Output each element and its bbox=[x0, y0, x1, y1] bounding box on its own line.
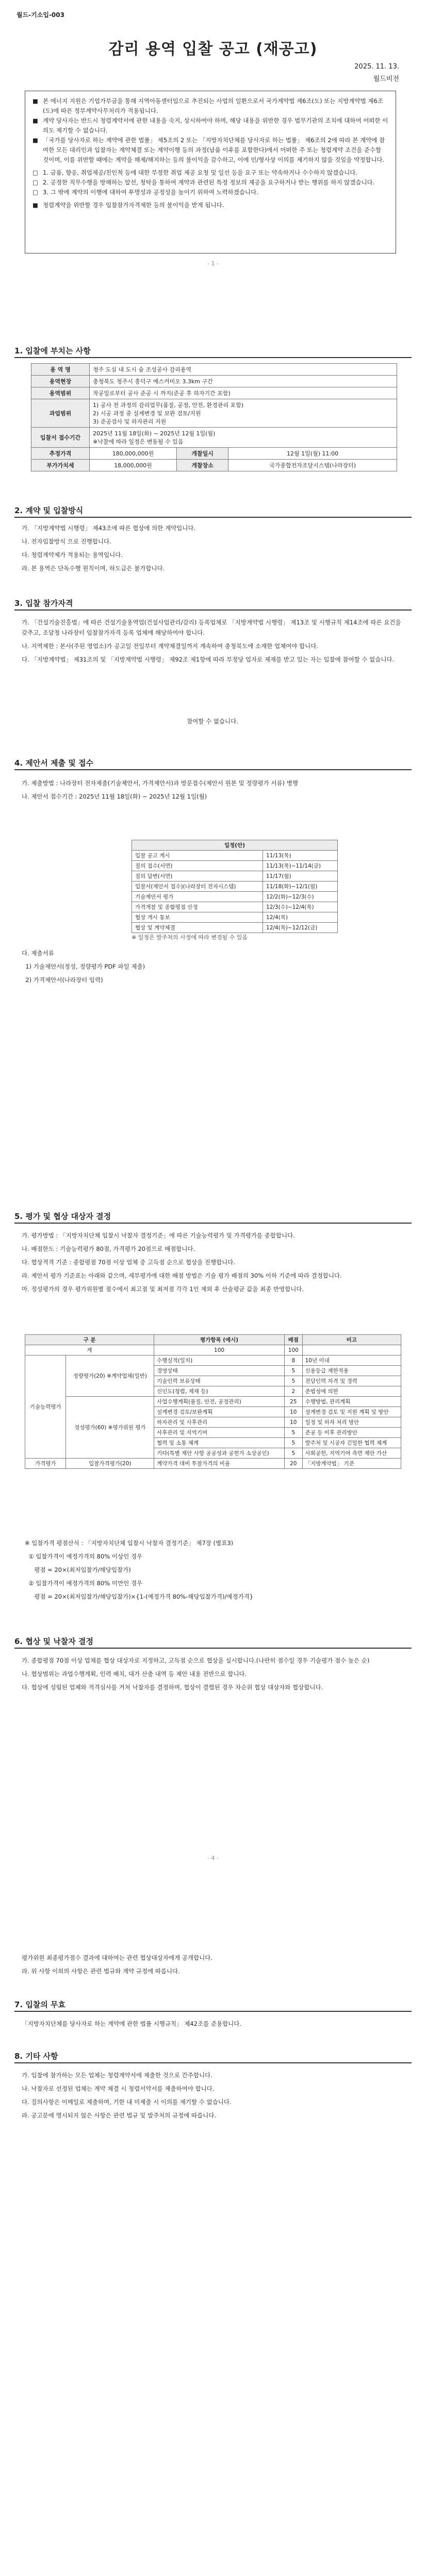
table-row bbox=[25, 1459, 401, 1469]
notice-text: 「국가를 당사자로 하는 계약에 관한 법률」 제5조의 2 또는 「지방자치단체를 당사자로 하는 법률」 제6조의 2에 따라 본 계약에 참여한 모든 대리인과 입찰자는 계약체결 또는 계약이행 등의 과정(납품 이후를 포함한다)에서 어떠한 주 또는 청렴계약 조건을 준수할 것이며, 이를 위반할 때에는 계약을 해제/해지하는 등의 불이익을 감수하고, 이에 민/형사상 이의를 제기하지 않을 것임을 약정합니다. bbox=[43, 137, 385, 163]
table-cell: 5 bbox=[284, 1366, 302, 1376]
schedule-date: 11/13(목)~11/14(금) bbox=[263, 861, 338, 871]
task-scope: 1) 공사 전 과정의 감리업무(품질, 공정, 안전, 환경관리 포함) 2) 시공 과정 중 설계변경 및 보완 검토/지원 3) 준공검사 및 하자관리 지원 bbox=[90, 399, 397, 428]
table-cell: 경영상태 bbox=[154, 1366, 285, 1376]
table-cell: 기술인력 보유상태 bbox=[154, 1376, 285, 1386]
label: 과업범위 bbox=[31, 399, 90, 428]
bid-info-table bbox=[31, 363, 397, 471]
section-8-heading: 8. 기타 사항 bbox=[14, 2052, 58, 2061]
bullet-icon: ■ bbox=[32, 117, 38, 124]
schedule-item: 입찰서(제안서 접수)(나라장터 전자시스템) bbox=[132, 882, 263, 892]
table-cell: 「지방계약법」 기준 bbox=[302, 1459, 401, 1469]
document-date: 2025. 11. 13. bbox=[354, 63, 399, 71]
table-cell: 기술능력평가 bbox=[25, 1355, 66, 1459]
table-row bbox=[132, 923, 338, 933]
table-row bbox=[132, 882, 338, 892]
contract-method-text bbox=[22, 523, 403, 577]
table-cell: 전담인력 자격 및 경력 bbox=[302, 1376, 401, 1386]
negotiation-text bbox=[22, 1655, 403, 1696]
paragraph: 나. 지역제한 : 본사(주된 영업소)가 공고일 전일부터 계약체결일까지 계속하여 충청북도에 소재한 업체여야 합니다. bbox=[22, 642, 319, 650]
section-2-heading: 2. 계약 및 입찰방식 bbox=[14, 506, 84, 515]
vat-amount: 18,000,000원 bbox=[90, 460, 177, 471]
table-cell: 설계변경 검토/보완계획 bbox=[154, 1407, 285, 1417]
table-cell: 기타(특별 제안 사항 공공성과 공헌가 소상공인) bbox=[154, 1448, 285, 1459]
table-cell: 8 bbox=[284, 1355, 302, 1366]
table-cell: 5 bbox=[284, 1376, 302, 1386]
label: 용역현장 bbox=[31, 376, 90, 387]
paragraph: 다. 청렴계약제가 적용되는 용역입니다. bbox=[22, 551, 123, 558]
label: 입찰서 접수기간 bbox=[31, 428, 90, 448]
section-divider bbox=[14, 609, 412, 611]
paragraph: 가. 「건설기술진흥법」에 따른 건설기술용역업(건설사업관리/감리) 등록업체로 「지방계약법 시행령」 제13조 및 시행규칙 제14조에 따른 요건을 갖추고, 조달청 나라장터 입찰참가자격 등록 업체에 해당하여야 합니다. bbox=[22, 619, 403, 636]
table-cell: 20 bbox=[284, 1459, 302, 1469]
paragraph: 나. 전자입찰방식 으로 진행합니다. bbox=[22, 538, 111, 545]
notice-item bbox=[32, 168, 388, 178]
section-divider bbox=[14, 1223, 412, 1224]
table-cell: 입찰가격평가(20) bbox=[66, 1459, 154, 1469]
schedule-header: 일정(안) bbox=[132, 840, 338, 851]
table-header: 구 분 bbox=[25, 1335, 154, 1345]
project-location: 충청북도 청주시 흥덕구 예스커미오 3.3km 구간 bbox=[90, 376, 397, 387]
schedule-note: ※ 일정은 발주처의 사정에 따라 변경될 수 있음 bbox=[132, 934, 248, 941]
table-header: 배점 bbox=[284, 1335, 302, 1345]
total-cell: 100 bbox=[154, 1345, 285, 1355]
table-cell: 10 bbox=[284, 1407, 302, 1417]
schedule-date: 11/18(화)~12/1(월) bbox=[263, 882, 338, 892]
table-cell: 가격평가 bbox=[25, 1459, 66, 1469]
paragraph: 다. 질의사항은 이메일로 제출하며, 기한 내 미제출 시 이의를 제기할 수 없습니다. bbox=[22, 2098, 232, 2106]
paragraph: 2) 가격제안서(나라장터 입력) bbox=[22, 976, 103, 984]
opening-place: 국가종합전자조달시스템(나라장터) bbox=[228, 460, 397, 471]
paragraph: 나. 협상범위는 과업수행계획, 인력 배치, 대가 산출 내역 등 제안 내용 전반으로 합니다. bbox=[22, 1670, 247, 1677]
table-cell: 사업수행계획(품질, 안전, 공정관리) bbox=[154, 1397, 285, 1407]
paragraph: 평가위원 최종평가점수 결과에 대하여는 관련 협상대상자에게 공개합니다. bbox=[22, 1954, 212, 1961]
label: 용 역 명 bbox=[31, 364, 90, 376]
table-cell: 신용등급 제한적용 bbox=[302, 1366, 401, 1376]
section-divider bbox=[14, 357, 412, 358]
notice-text: 청렴계약을 위반할 경우 입찰참가자격제한 등의 불이익을 받게 됩니다. bbox=[43, 201, 224, 209]
label: 개찰일시 bbox=[177, 448, 228, 460]
notice-item bbox=[32, 178, 388, 188]
eligibility-note: 참여할 수 없습니다. bbox=[187, 718, 238, 725]
total-cell: 100 bbox=[284, 1345, 302, 1355]
notice-item bbox=[32, 116, 388, 135]
table-cell: 10년 이내 bbox=[302, 1355, 401, 1366]
schedule-item: 기술제안서 평가 bbox=[132, 892, 263, 902]
notice-text: 계약 당사자는 반드시 청렴계약서에 관한 내용을 숙지, 상시하여야 하며, 해당 내용을 위반한 경우 법무기관의 조치에 대하여 어떠한 이의도 제기할 수 없습니다. bbox=[43, 117, 388, 134]
schedule-item: 협상 및 계약체결 bbox=[132, 923, 263, 933]
section-4-heading: 4. 제안서 제출 및 접수 bbox=[14, 758, 93, 768]
section-5-heading: 5. 평가 및 협상 대상자 결정 bbox=[14, 1212, 111, 1221]
table-cell: 10 bbox=[284, 1417, 302, 1428]
table-cell: 사후관리 및 지역기여 bbox=[154, 1428, 285, 1438]
total-cell: 계 bbox=[25, 1345, 154, 1355]
section-7-heading: 7. 입찰의 무효 bbox=[14, 2000, 66, 2009]
paragraph: 나. 낙찰자로 선정된 업체는 계약 체결 시 청렴서약서를 제출하여야 합니다. bbox=[22, 2085, 215, 2092]
table-header: 평가항목 (예시) bbox=[154, 1335, 285, 1345]
schedule-date: 12/4(목)~12/12(금) bbox=[263, 923, 338, 933]
table-cell: 25 bbox=[284, 1397, 302, 1407]
section-6-heading: 6. 협상 및 낙찰자 결정 bbox=[14, 1637, 93, 1646]
paragraph: 라. 공고문에 명시되지 않은 사항은 관련 법규 및 발주처의 규정에 따릅니다. bbox=[22, 2112, 217, 2119]
section-divider bbox=[14, 1648, 412, 1649]
table-row bbox=[25, 1397, 401, 1407]
paragraph: 다. 「지방계약법」 제31조의 및 「지방계약법 시행령」 제92조 제1항에 따라 부정당 업자로 제재를 받고 있는 자는 입찰에 참여할 수 없습니다. bbox=[22, 656, 395, 663]
table-cell: 수행실적(일치) bbox=[154, 1355, 285, 1366]
price-formula-notes bbox=[25, 1538, 401, 1605]
paragraph: 마. 정성평가의 경우 평가위원별 점수에서 최고점 및 최저점 각각 1인 제외 후 산술평균 값을 최종 반영합니다. bbox=[22, 1285, 304, 1293]
schedule-item: 협상 개시 통보 bbox=[132, 912, 263, 923]
table-cell: 일정 및 하자 처리 방안 bbox=[302, 1417, 401, 1428]
paragraph: 나. 제안서 접수기간 : 2025년 11월 18일(화) ~ 2025년 12월 1일(월) bbox=[22, 793, 207, 800]
notice-text: 1. 금품, 향응, 취업제공/친인척 등에 대한 부정한 취업 제공 요청 및 일선 등을 요구 또는 약속하거나 수수하지 않겠습니다. bbox=[43, 169, 358, 176]
paragraph: 라. 본 용역은 단독수행 원칙이며, 하도급은 불가합니다. bbox=[22, 565, 165, 572]
table-cell: 2 bbox=[284, 1386, 302, 1397]
label: 용역범위 bbox=[31, 387, 90, 399]
section-divider bbox=[14, 769, 412, 770]
document-code: 월드-기소입-003 bbox=[17, 11, 64, 19]
schedule-table bbox=[132, 840, 338, 933]
table-row bbox=[132, 902, 338, 912]
table-cell: 수행방법, 관리계획 bbox=[302, 1397, 401, 1407]
paragraph: 1) 기술제안서(정성, 정량평가 PDF 파일 제출) bbox=[22, 963, 145, 970]
section-divider bbox=[14, 2062, 412, 2063]
paragraph: 가. 제출방법 : 나라장터 전자제출(기술제안서, 가격제안서)과 방문접수(제안서 원본 및 정량평가 서류) 병행 bbox=[22, 779, 298, 787]
label: 부가가치세 bbox=[31, 460, 90, 471]
negotiation-continued-text bbox=[22, 1953, 403, 1979]
notice-item bbox=[32, 96, 388, 116]
bullet-icon: □ bbox=[32, 179, 38, 186]
notice-text: 3. 그 밖에 계약의 이행에 대하여 투명성과 공정성을 높이기 위하여 노력하겠습니다. bbox=[43, 189, 258, 196]
evaluation-text bbox=[22, 1230, 403, 1297]
schedule-item: 입찰 공고 게시 bbox=[132, 851, 263, 861]
label: 추정가격 bbox=[31, 448, 90, 460]
notice-text: 본 에너지 지원은 기업가부금을 통해 지역아동센터입으로 추진되는 사업의 일환으로서 국가계약법 제6조(도) 또는 지방계약법 제6조(도)에 따른 정부계약사무처리가 적용됩니다. bbox=[43, 97, 383, 114]
estimated-price: 180,000,000원 bbox=[90, 448, 177, 460]
table-row bbox=[132, 892, 338, 902]
paragraph: 나. 배점한도 : 기술능력평가 80점, 가격평가 20점으로 배점합니다. bbox=[22, 1245, 195, 1252]
schedule-item: 질의 답변(서면) bbox=[132, 871, 263, 882]
table-row bbox=[132, 912, 338, 923]
submission-period: 2025년 11월 18일(화) ~ 2025년 12월 1일(월) ※낙찰에 따라 일정은 변동될 수 있음 bbox=[90, 428, 397, 448]
notice-item bbox=[32, 135, 388, 165]
paragraph: 가. 평가방법 : 「지방자치단체 입찰시 낙찰자 결정기준」에 따른 기술능력평가 및 가격평가를 종합합니다. bbox=[22, 1232, 295, 1239]
table-cell: 정량평가(20) ※계약업체(일반) bbox=[66, 1355, 154, 1397]
table-cell: 정성평가(60) ※평가위원 평가 bbox=[66, 1397, 154, 1459]
schedule-item: 질의 접수(서면) bbox=[132, 861, 263, 871]
schedule-date: 12/3(수)~12/4(목) bbox=[263, 902, 338, 912]
table-cell: 설계변경 검토 및 지원 계획 및 방안 bbox=[302, 1407, 401, 1417]
notice-item bbox=[32, 200, 388, 210]
table-cell: 준공 등 이후 관리방안 bbox=[302, 1428, 401, 1438]
misc-text bbox=[22, 2070, 403, 2124]
bullet-icon: □ bbox=[32, 189, 38, 196]
section-3-heading: 3. 입찰 참가자격 bbox=[14, 599, 73, 608]
submission-text bbox=[22, 778, 403, 805]
bullet-icon: □ bbox=[32, 169, 38, 176]
service-scope: 착공일로부터 공사 준공 시 까지(준공 후 하자기간 포함) bbox=[90, 387, 397, 399]
table-cell: 신인도(청렴, 제재 등) bbox=[154, 1386, 285, 1397]
table-cell: 하자관리 및 사후관리 bbox=[154, 1417, 285, 1428]
notice-text: 2. 공정한 직무수행을 방해하는 알선, 청탁을 통하여 계약과 관련된 특정 정보의 제공을 요구하거나 받는 행위를 하지 않겠습니다. bbox=[43, 179, 375, 186]
paragraph: 다. 협상적격 기준 : 종합평점 70점 이상 업체 중 고득점 순으로 협상을 진행합니다. bbox=[22, 1259, 236, 1266]
bullet-icon: ■ bbox=[32, 97, 38, 105]
total-cell bbox=[302, 1345, 401, 1355]
table-cell: 준법성에 의한 bbox=[302, 1386, 401, 1397]
schedule-date: 11/17(월) bbox=[263, 871, 338, 882]
paragraph: ① 입찰가격이 예정가격의 80% 이상인 경우 bbox=[25, 1553, 143, 1560]
schedule-date: 11/13(목) bbox=[263, 851, 338, 861]
table-cell: 협력 및 소통 체계 bbox=[154, 1438, 285, 1448]
schedule-item: 가격개찰 및 종합평점 산정 bbox=[132, 902, 263, 912]
table-cell: 사회공헌, 지역기여 측면 제안 가산 bbox=[302, 1448, 401, 1459]
section-1-heading: 1. 입찰에 부치는 사항 bbox=[14, 346, 91, 355]
opening-datetime: 12월 1일(월) 11:00 bbox=[228, 448, 397, 460]
evaluation-table bbox=[25, 1334, 401, 1469]
table-row bbox=[132, 871, 338, 882]
table-cell: 계약가격 대비 투찰가격의 비율 bbox=[154, 1459, 285, 1469]
paragraph: 가. 종합평점 70점 이상 업체를 협상 대상자로 지정하고, 고득점 순으로 협상을 실시합니다.(나란히 점수일 경우 기술평가 점수 높은 순) bbox=[22, 1657, 370, 1664]
paragraph: 평점 = 20×(최저입찰가/해당입찰가)×{1-(예정가격 80%-해당입찰가격)/예정가격} bbox=[25, 1593, 254, 1600]
paragraph: 평점 = 20×(최저입찰가/해당입찰가) bbox=[25, 1566, 131, 1573]
table-cell: 5 bbox=[284, 1428, 302, 1438]
paragraph: ② 입찰가격이 예정가격의 80% 미만인 경우 bbox=[25, 1580, 143, 1587]
bullet-icon: ■ bbox=[32, 137, 38, 144]
submission-docs-text bbox=[22, 948, 403, 988]
section-divider bbox=[14, 2011, 412, 2012]
table-row bbox=[25, 1355, 401, 1366]
invalid-bid-text: 「지방자치단체를 당사자로 하는 계약에 관한 법률 시행규칙」 제42조를 준용합니다. bbox=[22, 2020, 242, 2027]
schedule-date: 12/4(목) bbox=[263, 912, 338, 923]
table-cell: 5 bbox=[284, 1438, 302, 1448]
table-row bbox=[132, 861, 338, 871]
paragraph: 라. 제안서 평가 기준표는 아래와 같으며, 세부평가에 대한 배점 방법은 기술 평가 배점의 30% 이하 기준에 따라 결정합니다. bbox=[22, 1272, 342, 1279]
table-row bbox=[132, 851, 338, 861]
bullet-icon: ■ bbox=[32, 201, 38, 209]
table-cell: 발주처 및 시공자 긴밀한 협력 체계 bbox=[302, 1438, 401, 1448]
paragraph: 라. 위 사항 이외의 사항은 관련 법규와 계약 규정에 따릅니다. bbox=[22, 1968, 180, 1975]
integrity-notice-box bbox=[25, 91, 396, 253]
issuing-organization: 월드비전 bbox=[373, 75, 399, 83]
table-cell: 5 bbox=[284, 1448, 302, 1459]
project-name: 청주 도심 내 도시 숲 조성공사 감리용역 bbox=[90, 364, 397, 376]
paragraph: 다. 협상에 성립된 업체와 적격심사를 거쳐 낙찰자를 결정하며, 협상이 결렬된 경우 차순위 협상 대상자와 협상합니다. bbox=[22, 1684, 323, 1691]
eligibility-text bbox=[22, 617, 403, 668]
page-divider: - 4 - bbox=[207, 1855, 219, 1861]
paragraph: 다. 제출서류 bbox=[22, 950, 54, 957]
notice-item bbox=[32, 188, 388, 197]
paragraph: 가. 「지방계약법 시행령」 제43조에 따른 협상에 의한 계약입니다. bbox=[22, 524, 196, 532]
schedule-date: 12/2(화)~12/3(수) bbox=[263, 892, 338, 902]
section-divider bbox=[14, 517, 412, 518]
document-title: 감리 용역 입찰 공고 (재공고) bbox=[108, 40, 318, 58]
paragraph: 가. 입찰에 참가하는 모든 업체는 청렴계약서에 제출한 것으로 간주합니다. bbox=[22, 2072, 212, 2079]
label: 개찰장소 bbox=[177, 460, 228, 471]
paragraph: ※ 입찰가격 평점산식 : 「지방자치단체 입찰시 낙찰자 결정기준」 제7장 (별표3) bbox=[25, 1539, 234, 1547]
page-divider: - 1 - bbox=[207, 260, 219, 267]
table-header: 비고 bbox=[302, 1335, 401, 1345]
